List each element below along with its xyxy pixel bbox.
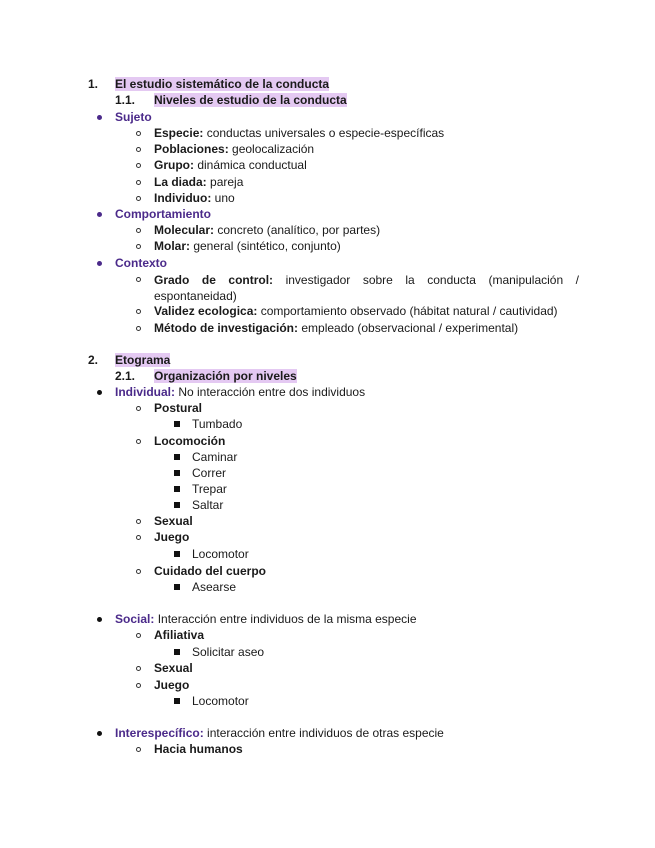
locomocion-item-saltar: Saltar bbox=[192, 498, 224, 512]
subsection-1-1-number: 1.1. bbox=[115, 93, 136, 107]
bullet-disc-icon bbox=[97, 212, 102, 217]
cuidado-item-asearse: Asearse bbox=[192, 580, 237, 594]
juego-item-locomotor: Locomotor bbox=[192, 547, 249, 561]
sujeto-item-poblaciones: Poblaciones: geolocalización bbox=[154, 142, 315, 156]
section-1-title: El estudio sistemático de la conducta bbox=[115, 77, 330, 91]
contexto-item-grado-control: Grado de control: investigador sobre la conducta (manipulación / espontaneidad) bbox=[154, 273, 580, 303]
social-afiliativa: Afiliativa bbox=[154, 628, 205, 642]
bullet-circle-icon bbox=[136, 131, 141, 136]
section-2-title: Etograma bbox=[115, 353, 171, 367]
bullet-circle-icon bbox=[136, 683, 141, 688]
individual-sexual: Sexual bbox=[154, 514, 193, 528]
comportamiento-item-molecular: Molecular: concreto (analítico, por partes) bbox=[154, 223, 381, 237]
individual-postural: Postural bbox=[154, 401, 203, 415]
individual-line: Individual: No interacción entre dos individuos bbox=[115, 385, 366, 399]
individual-cuidado-cuerpo: Cuidado del cuerpo bbox=[154, 564, 267, 578]
bullet-square-icon bbox=[174, 486, 180, 492]
bullet-square-icon bbox=[174, 698, 180, 704]
bullet-square-icon bbox=[174, 470, 180, 476]
bullet-square-icon bbox=[174, 551, 180, 557]
contexto-item-metodo: Método de investigación: empleado (observacional / experimental) bbox=[154, 321, 519, 335]
social-line: Social: Interacción entre individuos de la misma especie bbox=[115, 612, 417, 626]
bullet-circle-icon bbox=[136, 633, 141, 638]
bullet-disc-icon bbox=[97, 617, 102, 622]
interespecifico-hacia-humanos: Hacia humanos bbox=[154, 742, 243, 756]
bullet-square-icon bbox=[174, 502, 180, 508]
bullet-circle-icon bbox=[136, 535, 141, 540]
social-juego: Juego bbox=[154, 678, 190, 692]
afiliativa-item-solicitar-aseo: Solicitar aseo bbox=[192, 645, 265, 659]
bullet-circle-icon bbox=[136, 406, 141, 411]
bullet-circle-icon bbox=[136, 147, 141, 152]
bullet-circle-icon bbox=[136, 309, 141, 314]
bullet-square-icon bbox=[174, 421, 180, 427]
social-sexual: Sexual bbox=[154, 661, 193, 675]
bullet-square-icon bbox=[174, 649, 180, 655]
subsection-2-1-title: Organización por niveles bbox=[154, 369, 297, 383]
bullet-circle-icon bbox=[136, 439, 141, 444]
bullet-circle-icon bbox=[136, 519, 141, 524]
contexto-item-validez: Validez ecologica: comportamiento observado (hábitat natural / cautividad) bbox=[154, 304, 558, 318]
interespecifico-line: Interespecífico: interacción entre individuos de otras especie bbox=[115, 726, 444, 740]
subsection-2-1-number: 2.1. bbox=[115, 369, 136, 383]
sujeto-item-especie: Especie: conductas universales o especie-específicas bbox=[154, 126, 445, 140]
sujeto-item-diada: La diada: pareja bbox=[154, 175, 244, 189]
locomocion-item-trepar: Trepar bbox=[192, 482, 227, 496]
social-juego-item-locomotor: Locomotor bbox=[192, 694, 249, 708]
bullet-circle-icon bbox=[136, 747, 141, 752]
subsection-1-1-title: Niveles de estudio de la conducta bbox=[154, 93, 347, 107]
bullet-disc-icon bbox=[97, 390, 102, 395]
bullet-circle-icon bbox=[136, 326, 141, 331]
bullet-square-icon bbox=[174, 584, 180, 590]
locomocion-item-caminar: Caminar bbox=[192, 450, 238, 464]
postural-item-tumbado: Tumbado bbox=[192, 417, 243, 431]
bullet-circle-icon bbox=[136, 277, 141, 282]
sujeto-heading: Sujeto bbox=[115, 110, 152, 124]
individual-locomocion: Locomoción bbox=[154, 434, 226, 448]
bullet-disc-icon bbox=[97, 731, 102, 736]
comportamiento-item-molar: Molar: general (sintético, conjunto) bbox=[154, 239, 341, 253]
sujeto-item-grupo: Grupo: dinámica conductual bbox=[154, 158, 307, 172]
contexto-heading: Contexto bbox=[115, 256, 167, 270]
individual-juego: Juego bbox=[154, 530, 190, 544]
bullet-circle-icon bbox=[136, 569, 141, 574]
bullet-disc-icon bbox=[97, 115, 102, 120]
bullet-circle-icon bbox=[136, 180, 141, 185]
bullet-circle-icon bbox=[136, 163, 141, 168]
sujeto-item-individuo: Individuo: uno bbox=[154, 191, 235, 205]
section-1-number: 1. bbox=[88, 77, 99, 91]
bullet-square-icon bbox=[174, 454, 180, 460]
section-2-number: 2. bbox=[88, 353, 99, 367]
bullet-disc-icon bbox=[97, 261, 102, 266]
bullet-circle-icon bbox=[136, 196, 141, 201]
comportamiento-heading: Comportamiento bbox=[115, 207, 211, 221]
bullet-circle-icon bbox=[136, 244, 141, 249]
locomocion-item-correr: Correr bbox=[192, 466, 227, 480]
bullet-circle-icon bbox=[136, 228, 141, 233]
bullet-circle-icon bbox=[136, 666, 141, 671]
